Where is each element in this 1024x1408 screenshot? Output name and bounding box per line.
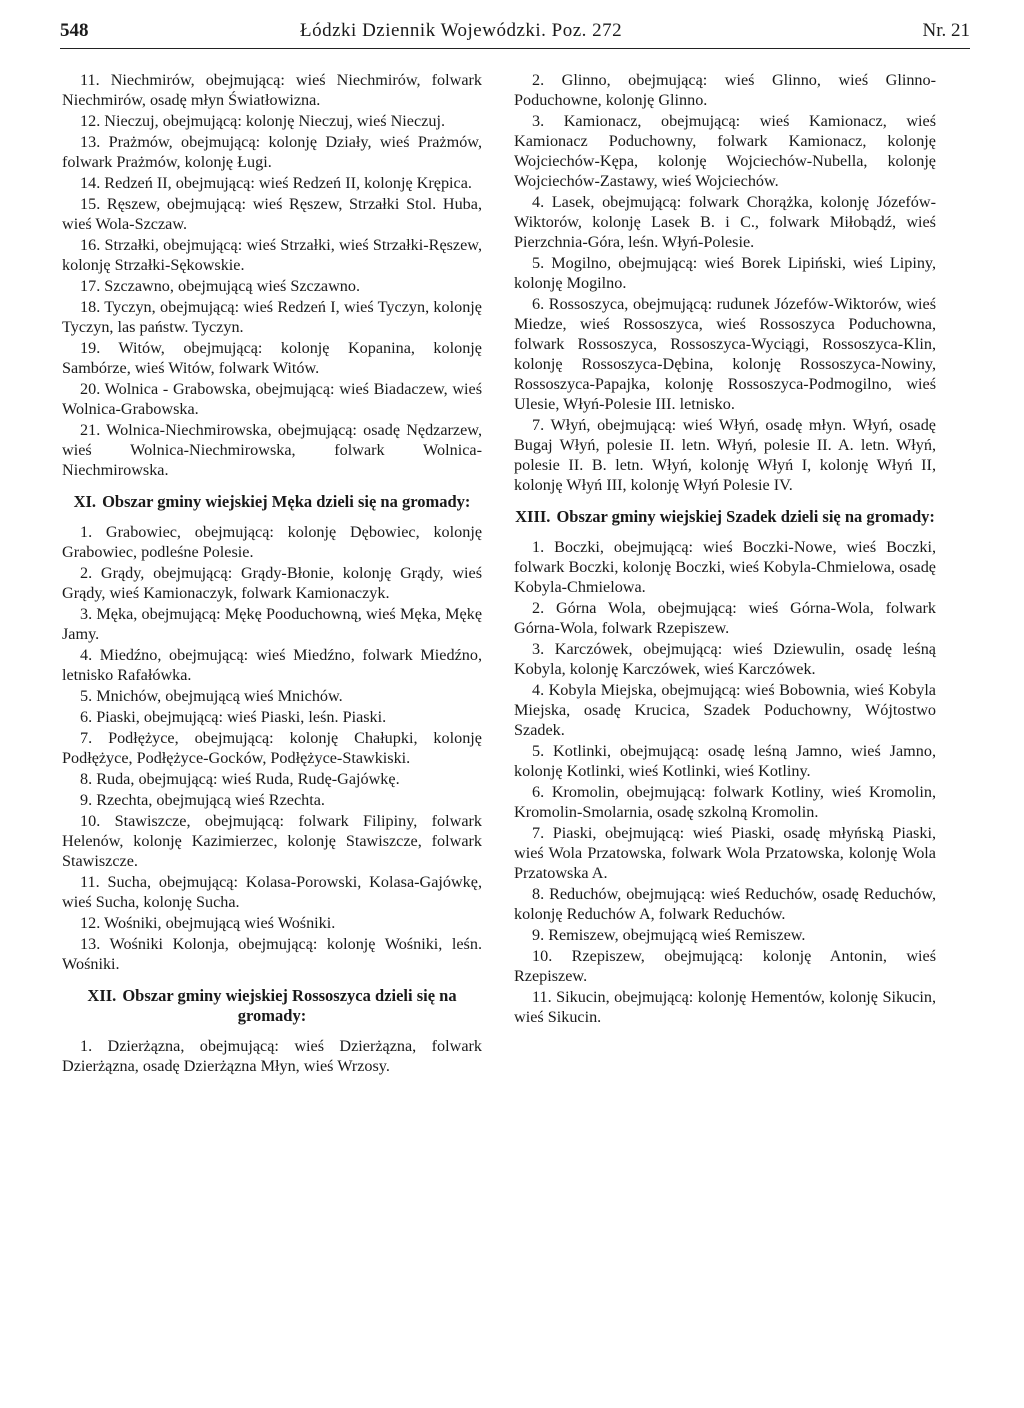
issue-number: Nr. 21 [922, 20, 970, 41]
list-item: 11. Sikucin, obejmującą: kolonję Hementów, kolonję Sikucin, wieś Sikucin. [514, 988, 936, 1026]
right-column [514, 70, 936, 1028]
section-title: Obszar gminy wiejskiej Rossoszyca dzieli się na gromady: [122, 986, 457, 1025]
list-item: 6. Kromolin, obejmującą: folwark Kotliny, wieś Kromolin, Kromolin-Smolarnia, osadę szkolną Kromolin. [514, 783, 936, 821]
list-item: 2. Górna Wola, obejmującą: wieś Górna-Wola, folwark Górna-Wola, folwark Rzepiszew. [514, 599, 936, 637]
journal-title: Łódzki Dziennik Wojewódzki. Poz. 272 [300, 20, 623, 41]
list-item: 18. Tyczyn, obejmującą: wieś Redzeń I, wieś Tyczyn, kolonję Tyczyn, las państw. Tyczyn. [62, 298, 482, 336]
list-item: 6. Rossoszyca, obejmującą: rudunek Józefów-Wiktorów, wieś Miedze, wieś Rossoszyca, wieś Rossoszyca Poduchowna, folwark Rossoszyca, Rossoszyca-Wyciągi, Rossoszyca-Klin, kolonję Rossoszyca-Dębina, kolonję Rossoszyca-Nowiny, Rossoszyca-Papajka, kolonję Rossoszyca-Podmogilno, wieś Ulesie, Włyń-Polesie III. letnisko. [514, 295, 936, 413]
section-title: Obszar gminy wiejskiej Męka dzieli się na gromady: [102, 492, 471, 511]
list-item: 10. Rzepiszew, obejmującą: kolonję Antonin, wieś Rzepiszew. [514, 947, 936, 985]
section-heading-xiii [514, 507, 936, 527]
list-item: 16. Strzałki, obejmującą: wieś Strzałki, wieś Strzałki-Ręszew, kolonję Strzałki-Sękowskie. [62, 236, 482, 274]
list-item: 1. Grabowiec, obejmującą: kolonję Dębowiec, kolonję Grabowiec, podleśne Polesie. [62, 523, 482, 561]
list-item: 2. Glinno, obejmującą: wieś Glinno, wieś Glinno-Poduchowne, kolonję Glinno. [514, 71, 936, 109]
list-item: 4. Miedźno, obejmującą: wieś Miedźno, folwark Miedźno, letnisko Rafałówka. [62, 646, 482, 684]
list-item: 9. Remiszew, obejmującą wieś Remiszew. [532, 926, 806, 944]
list-item: 7. Włyń, obejmującą: wieś Włyń, osadę młyn. Włyń, osadę Bugaj Włyń, polesie II. letn. Włyń, polesie II. A. letn. Włyń, polesie II. B. letn. Włyń, kolonję Włyń I, kolonję Włyń II, kolonję Włyń III, kolonję Włyń Polesie IV. [514, 416, 936, 494]
section-title: Obszar gminy wiejskiej Szadek dzieli się na gromady: [556, 507, 935, 526]
list-item: 20. Wolnica - Grabowska, obejmującą: wieś Biadaczew, wieś Wolnica-Grabowska. [62, 380, 482, 418]
list-item: 5. Mnichów, obejmującą wieś Mnichów. [80, 687, 343, 705]
list-item: 15. Ręszew, obejmującą: wieś Ręszew, Strzałki Stol. Huba, wieś Wola-Szczaw. [62, 195, 482, 233]
list-item: 8. Ruda, obejmującą: wieś Ruda, Rudę-Gajówkę. [80, 770, 400, 788]
list-item: 11. Niechmirów, obejmującą: wieś Niechmirów, folwark Niechmirów, osadę młyn Światłowizna. [62, 71, 482, 109]
list-item: 6. Piaski, obejmującą: wieś Piaski, leśn. Piaski. [80, 708, 387, 726]
left-column [62, 70, 482, 1077]
list-item: 13. Wośniki Kolonja, obejmującą: kolonję Wośniki, leśn. Wośniki. [62, 935, 482, 973]
list-item: 11. Sucha, obejmującą: Kolasa-Porowski, Kolasa-Gajówkę, wieś Sucha, kolonję Sucha. [62, 873, 482, 911]
list-item: 1. Dzierżązna, obejmującą: wieś Dzierżązna, folwark Dzierżązna, osadę Dzierżązna Młyn, wieś Wrzosy. [62, 1037, 482, 1075]
list-item: 12. Wośniki, obejmującą wieś Wośniki. [80, 914, 336, 932]
list-item: 21. Wolnica-Niechmirowska, obejmującą: osadę Nędzarzew, wieś Wolnica-Niechmirowska, folwark Wolnica-Niechmirowska. [62, 421, 482, 479]
list-item: 5. Mogilno, obejmującą: wieś Borek Lipiński, wieś Lipiny, kolonję Mogilno. [514, 254, 936, 292]
list-item: 5. Kotlinki, obejmującą: osadę leśną Jamno, wieś Jamno, kolonję Kotlinki, wieś Kotlinki, wieś Kotliny. [514, 742, 936, 780]
list-item: 8. Reduchów, obejmującą: wieś Reduchów, osadę Reduchów, kolonję Reduchów A, folwark Reduchów. [514, 885, 936, 923]
list-item: 13. Prażmów, obejmującą: kolonję Działy, wieś Prażmów, folwark Prażmów, kolonję Ługi. [62, 133, 482, 171]
section-number: XII. [87, 986, 117, 1005]
list-item: 4. Lasek, obejmującą: folwark Chorążka, kolonję Józefów-Wiktorów, kolonję Lasek B. i C., folwark Miłobądź, wieś Pierzchnia-Góra, leśn. Włyń-Polesie. [514, 193, 936, 251]
list-item: 7. Piaski, obejmującą: wieś Piaski, osadę młyńską Piaski, wieś Wola Przatowska, folwark Wola Przatowska, kolonję Wola Przatowska A. [514, 824, 936, 882]
list-item: 14. Redzeń II, obejmującą: wieś Redzeń II, kolonję Krępica. [80, 174, 472, 192]
list-item: 3. Męka, obejmującą: Mękę Pooduchowną, wieś Męka, Mękę Jamy. [62, 605, 482, 643]
list-item: 9. Rzechta, obejmującą wieś Rzechta. [80, 791, 325, 809]
section-number: XIII. [515, 507, 551, 526]
list-item: 17. Szczawno, obejmującą wieś Szczawno. [80, 277, 361, 295]
list-item: 10. Stawiszcze, obejmującą: folwark Filipiny, folwark Helenów, kolonję Kazimierzec, kolonję Stawiszcze, folwark Stawiszcze. [62, 812, 482, 870]
page-number: 548 [60, 20, 89, 41]
list-item: 4. Kobyla Miejska, obejmującą: wieś Bobownia, wieś Kobyla Miejska, osadę Krucica, Szadek Poduchowny, Wójtostwo Szadek. [514, 681, 936, 739]
list-item: 7. Podłężyce, obejmującą: kolonję Chałupki, kolonję Podłężyce, Podłężyce-Gocków, Podłężyce-Stawkiski. [62, 729, 482, 767]
list-item: 2. Grądy, obejmującą: Grądy-Błonie, kolonję Grądy, wieś Grądy, wieś Kamionaczyk, folwark Kamionaczyk. [62, 564, 482, 602]
section-heading-xii [62, 986, 482, 1026]
list-item: 19. Witów, obejmującą: kolonję Kopanina, kolonję Sambórze, wieś Witów, folwark Witów. [62, 339, 482, 377]
list-item: 12. Nieczuj, obejmującą: kolonję Nieczuj, wieś Nieczuj. [80, 112, 445, 130]
list-item: 3. Kamionacz, obejmującą: wieś Kamionacz, wieś Kamionacz Poduchowny, folwark Kamionacz, kolonję Wojciechów-Kępa, kolonję Wojciechów-Nubella, kolonję Wojciechów-Zastawy, wieś Wojciechów. [514, 112, 936, 190]
section-number: XI. [73, 492, 97, 511]
section-heading-xi [62, 492, 482, 512]
list-item: 3. Karczówek, obejmującą: wieś Dziewulin, osadę leśną Kobyla, kolonję Karczówek, wieś Karczówek. [514, 640, 936, 678]
page-header [60, 18, 970, 49]
list-item: 1. Boczki, obejmującą: wieś Boczki-Nowe, wieś Boczki, folwark Boczki, kolonję Boczki, wieś Kobyla-Chmielowa, osadę Kobyla-Chmielowa. [514, 538, 936, 596]
